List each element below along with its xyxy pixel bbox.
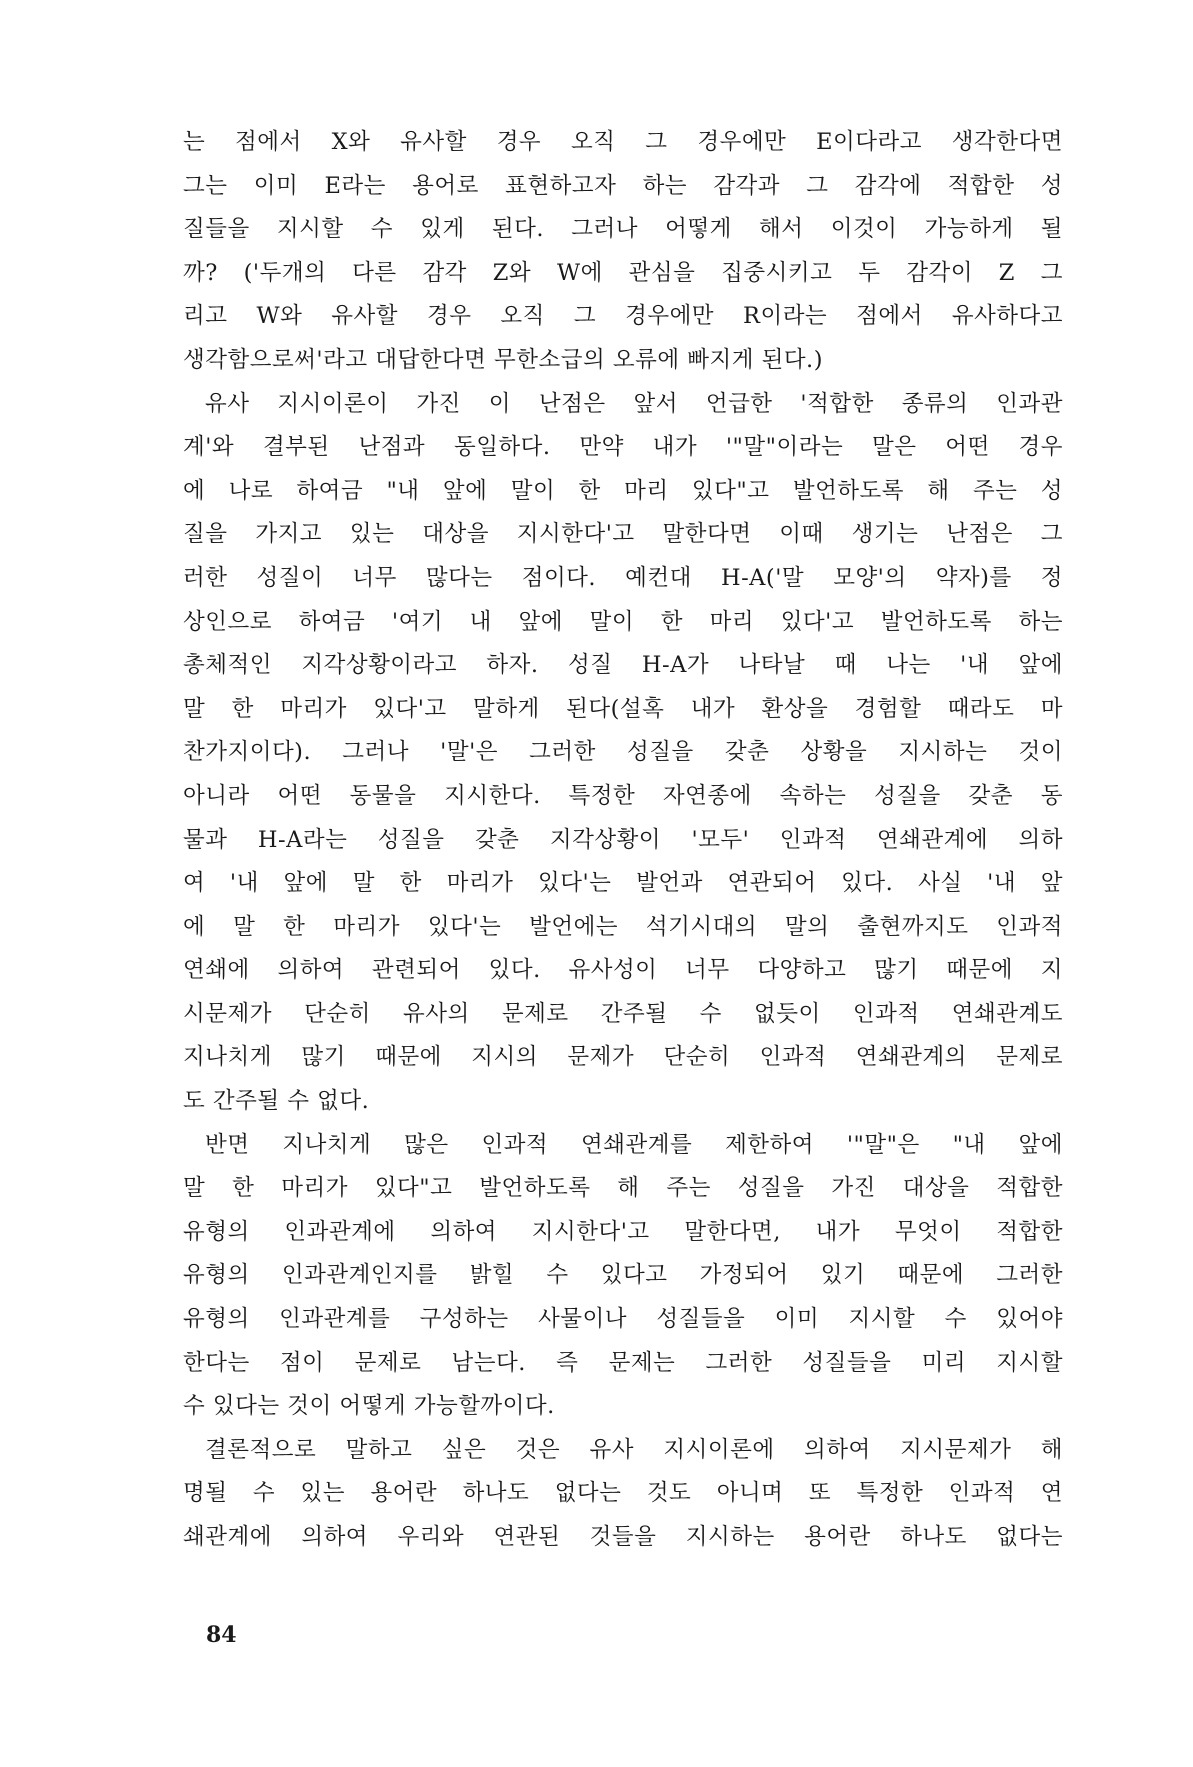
text-line: 러한 성질이 너무 많다는 점이다. 예컨대 H-A('말 모양'의 약자)를 정 xyxy=(183,564,1063,591)
text-line: 유형의 인과관계인지를 밝힐 수 있다고 가정되어 있기 때문에 그러한 xyxy=(183,1262,1063,1289)
text-line: 에 나로 하여금 "내 앞에 말이 한 마리 있다"고 발언하도록 해 주는 성 xyxy=(183,477,1063,504)
text-line: 유형의 인과관계에 의하여 지시한다'고 말한다면, 내가 무엇이 적합한 xyxy=(183,1218,1063,1245)
text-line: 여 '내 앞에 말 한 마리가 있다'는 발언과 연관되어 있다. 사실 '내 앞 xyxy=(183,870,1063,897)
text-line: 연쇄에 의하여 관련되어 있다. 유사성이 너무 다양하고 많기 때문에 지 xyxy=(183,957,1063,984)
text-line: 수 있다는 것이 어떻게 가능할까이다. xyxy=(183,1393,555,1420)
text-line: 한다는 점이 문제로 남는다. 즉 문제는 그러한 성질들을 미리 지시할 xyxy=(183,1349,1063,1376)
text-line: 결론적으로 말하고 싶은 것은 유사 지시이론에 의하여 지시문제가 해 xyxy=(205,1436,1063,1463)
text-line: 상인으로 하여금 '여기 내 앞에 말이 한 마리 있다'고 발언하도록 하는 xyxy=(183,608,1063,635)
page-number: 84 xyxy=(206,1622,237,1648)
text-line: 명될 수 있는 용어란 하나도 없다는 것도 아니며 또 특정한 인과적 연 xyxy=(183,1480,1063,1507)
text-line: 유형의 인과관계를 구성하는 사물이나 성질들을 이미 지시할 수 있어야 xyxy=(183,1306,1063,1333)
text-line: 아니라 어떤 동물을 지시한다. 특정한 자연종에 속하는 성질을 갖춘 동 xyxy=(183,782,1063,809)
text-line: 생각함으로써'라고 대답한다면 무한소급의 오류에 빠지게 된다.) xyxy=(183,346,823,373)
text-line: 반면 지나치게 많은 인과적 연쇄관계를 제한하여 '"말"은 "내 앞에 xyxy=(205,1131,1063,1158)
text-line: 계'와 결부된 난점과 동일하다. 만약 내가 '"말"이라는 말은 어떤 경우 xyxy=(183,434,1063,461)
text-line: 그는 이미 E라는 용어로 표현하고자 하는 감각과 그 감각에 적합한 성 xyxy=(183,172,1063,199)
body-text xyxy=(183,121,1063,1560)
text-line: 말 한 마리가 있다"고 발언하도록 해 주는 성질을 가진 대상을 적합한 xyxy=(183,1175,1063,1202)
text-line: 말 한 마리가 있다'고 말하게 된다(설혹 내가 환상을 경험할 때라도 마 xyxy=(183,695,1063,722)
text-line: 리고 W와 유사할 경우 오직 그 경우에만 R이라는 점에서 유사하다고 xyxy=(183,303,1063,330)
text-line: 찬가지이다). 그러나 '말'은 그러한 성질을 갖춘 상황을 지시하는 것이 xyxy=(183,739,1063,766)
text-line: 지나치게 많기 때문에 지시의 문제가 단순히 인과적 연쇄관계의 문제로 xyxy=(183,1044,1063,1071)
text-line: 도 간주될 수 없다. xyxy=(183,1088,370,1115)
text-line: 질들을 지시할 수 있게 된다. 그러나 어떻게 해서 이것이 가능하게 될 xyxy=(183,216,1063,243)
text-line: 는 점에서 X와 유사할 경우 오직 그 경우에만 E이다라고 생각한다면 xyxy=(183,129,1063,155)
text-line: 물과 H-A라는 성질을 갖춘 지각상황이 '모두' 인과적 연쇄관계에 의하 xyxy=(183,826,1063,853)
text-line: 에 말 한 마리가 있다'는 발언에는 석기시대의 말의 출현까지도 인과적 xyxy=(183,913,1063,940)
text-line: 쇄관계에 의하여 우리와 연관된 것들을 지시하는 용어란 하나도 없다는 xyxy=(183,1524,1063,1550)
text-line: 시문제가 단순히 유사의 문제로 간주될 수 없듯이 인과적 연쇄관계도 xyxy=(183,1000,1063,1027)
text-line: 까? ('두개의 다른 감각 Z와 W에 관심을 집중시키고 두 감각이 Z 그 xyxy=(183,259,1063,286)
text-line: 유사 지시이론이 가진 이 난점은 앞서 언급한 '적합한 종류의 인과관 xyxy=(205,390,1063,417)
text-line: 총체적인 지각상황이라고 하자. 성질 H-A가 나타날 때 나는 '내 앞에 xyxy=(183,652,1063,679)
text-line: 질을 가지고 있는 대상을 지시한다'고 말한다면 이때 생기는 난점은 그 xyxy=(183,521,1063,548)
